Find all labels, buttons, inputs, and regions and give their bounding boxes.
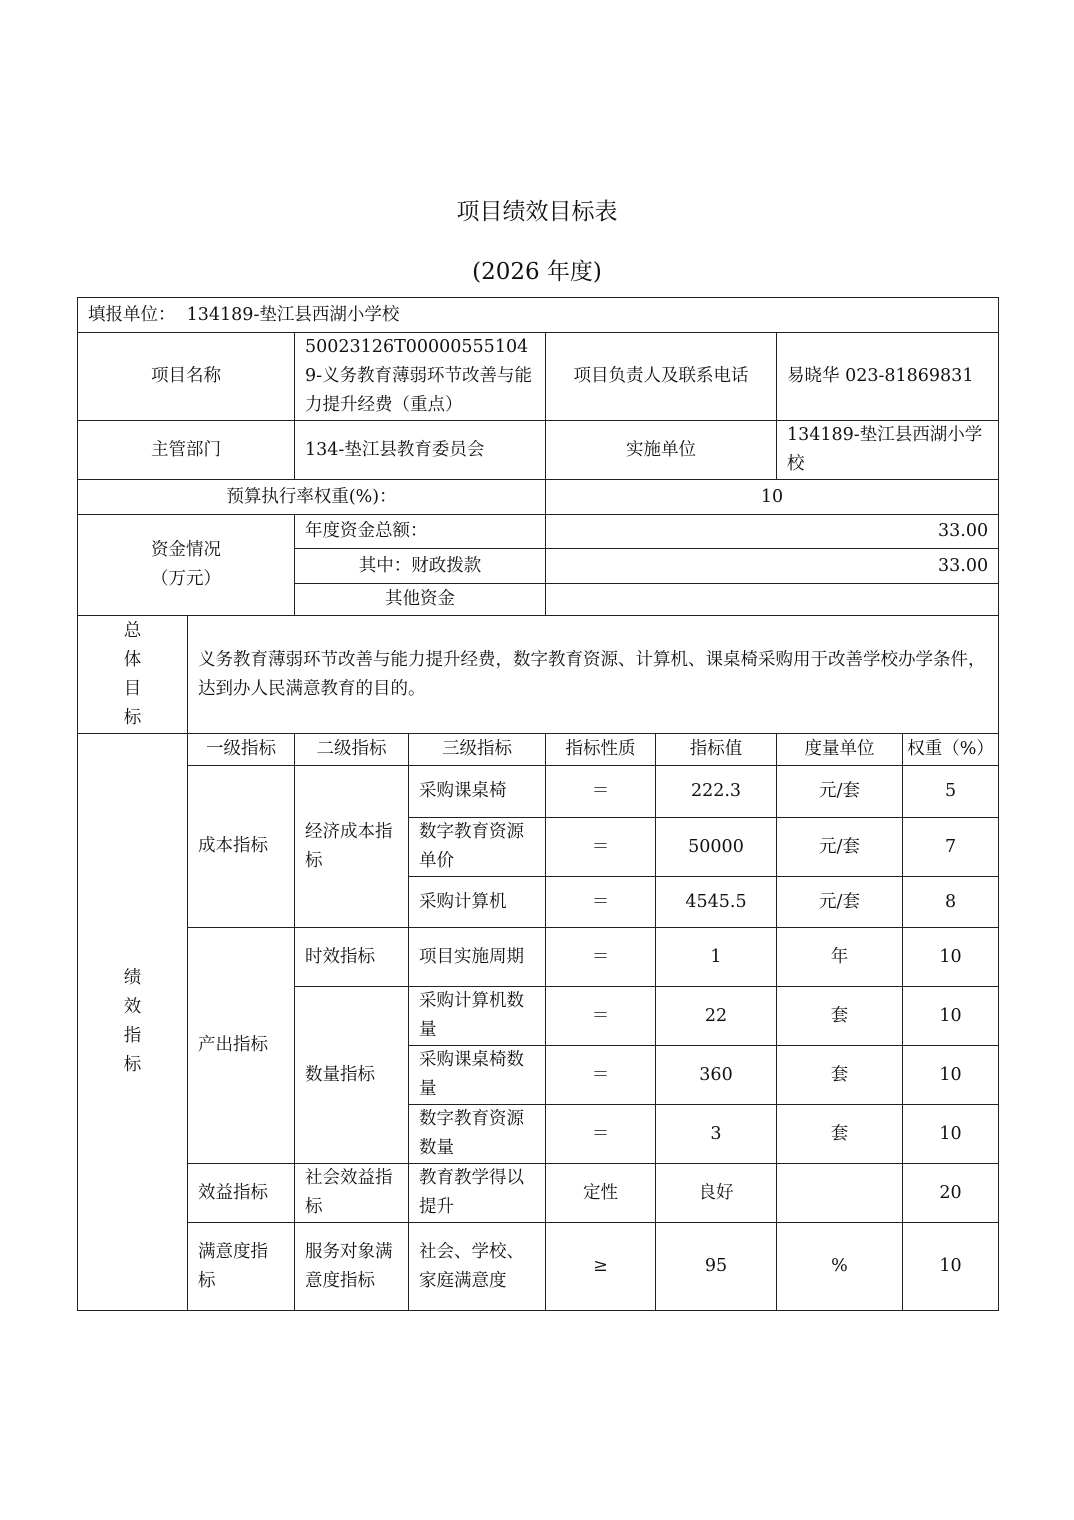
subgroup-service: 服务对象满意度指标 — [295, 1223, 409, 1311]
indicator-value: 222.3 — [656, 766, 777, 818]
table-row — [78, 766, 999, 818]
indicator-weight: 10 — [903, 1223, 999, 1311]
indicator-name: 采购课桌椅 — [409, 766, 546, 818]
indicator-value: 22 — [656, 987, 777, 1046]
indicator-unit: 元/套 — [777, 766, 903, 818]
indicator-name: 采购计算机 — [409, 877, 546, 928]
group-satisfaction: 满意度指标 — [188, 1223, 295, 1311]
indicator-nature: ≥ — [546, 1223, 656, 1311]
indicator-name: 数字教育资源单价 — [409, 818, 546, 877]
indicator-nature: 定性 — [546, 1164, 656, 1223]
table-row — [78, 1164, 999, 1223]
indicator-weight: 5 — [903, 766, 999, 818]
indicator-nature: ＝ — [546, 877, 656, 928]
indicator-value: 360 — [656, 1046, 777, 1105]
indicator-unit: 元/套 — [777, 877, 903, 928]
header-level1: 一级指标 — [188, 734, 295, 766]
perf-label: 绩效指标 — [78, 734, 188, 1311]
document-title: 项目绩效目标表 — [456, 199, 618, 225]
subgroup-social: 社会效益指标 — [295, 1164, 409, 1223]
impl-label: 实施单位 — [546, 421, 777, 480]
project-name-label: 项目名称 — [78, 333, 295, 421]
indicator-nature: ＝ — [546, 1105, 656, 1164]
indicator-weight: 8 — [903, 877, 999, 928]
header-level2: 二级指标 — [295, 734, 409, 766]
indicator-unit: 年 — [777, 928, 903, 987]
header-level3: 三级指标 — [409, 734, 546, 766]
subgroup-quantity: 数量指标 — [295, 987, 409, 1164]
funds-other-label: 其他资金 — [295, 584, 546, 616]
subgroup-economic: 经济成本指标 — [295, 766, 409, 928]
indicator-unit: 元/套 — [777, 818, 903, 877]
indicator-weight: 20 — [903, 1164, 999, 1223]
indicator-weight: 7 — [903, 818, 999, 877]
contact-value: 易晓华 023-81869831 — [777, 333, 999, 421]
header-weight: 权重（%） — [903, 734, 999, 766]
indicator-nature: ＝ — [546, 818, 656, 877]
funds-fiscal-value: 33.00 — [546, 549, 999, 584]
funds-other-value — [546, 584, 999, 616]
indicator-value: 3 — [656, 1105, 777, 1164]
goal-text: 义务教育薄弱环节改善与能力提升经费，数字教育资源、计算机、课桌椅采购用于改善学校办学条件，达到办人民满意教育的目的。 — [188, 616, 999, 734]
project-name-value: 50023126T000005551049-义务教育薄弱环节改善与能力提升经费（重点） — [295, 333, 546, 421]
header-value: 指标值 — [656, 734, 777, 766]
table-row — [78, 928, 999, 987]
indicator-unit: % — [777, 1223, 903, 1311]
indicator-nature: ＝ — [546, 928, 656, 987]
indicator-nature: ＝ — [546, 1046, 656, 1105]
group-output: 产出指标 — [188, 928, 295, 1164]
group-benefit: 效益指标 — [188, 1164, 295, 1223]
contact-label: 项目负责人及联系电话 — [546, 333, 777, 421]
funds-total-label: 年度资金总额： — [295, 515, 546, 549]
funds-total-value: 33.00 — [546, 515, 999, 549]
indicator-name: 采购课桌椅数量 — [409, 1046, 546, 1105]
indicator-weight: 10 — [903, 928, 999, 987]
indicator-weight: 10 — [903, 1046, 999, 1105]
funds-label: 资金情况（万元） — [78, 515, 295, 616]
document-subtitle: (2026 年度) — [472, 259, 602, 285]
indicator-value: 4545.5 — [656, 877, 777, 928]
performance-table — [77, 297, 999, 1311]
reporting-unit: 填报单位： 134189-垫江县西湖小学校 — [78, 298, 999, 333]
indicator-name: 项目实施周期 — [409, 928, 546, 987]
table-row — [78, 1223, 999, 1311]
indicator-name: 社会、学校、家庭满意度 — [409, 1223, 546, 1311]
indicator-weight: 10 — [903, 987, 999, 1046]
budget-rate-value: 10 — [546, 480, 999, 515]
dept-label: 主管部门 — [78, 421, 295, 480]
indicator-unit: 套 — [777, 1046, 903, 1105]
indicator-name: 教育教学得以提升 — [409, 1164, 546, 1223]
subgroup-timeliness: 时效指标 — [295, 928, 409, 987]
header-unit: 度量单位 — [777, 734, 903, 766]
indicator-nature: ＝ — [546, 987, 656, 1046]
header-nature: 指标性质 — [546, 734, 656, 766]
indicator-nature: ＝ — [546, 766, 656, 818]
goal-label: 总体目标 — [78, 616, 188, 734]
funds-fiscal-label: 其中：财政拨款 — [295, 549, 546, 584]
indicator-value: 50000 — [656, 818, 777, 877]
budget-rate-label: 预算执行率权重(%)： — [78, 480, 546, 515]
indicator-weight: 10 — [903, 1105, 999, 1164]
group-cost: 成本指标 — [188, 766, 295, 928]
indicator-unit: 套 — [777, 987, 903, 1046]
dept-value: 134-垫江县教育委员会 — [295, 421, 546, 480]
indicator-value: 1 — [656, 928, 777, 987]
indicator-name: 采购计算机数量 — [409, 987, 546, 1046]
indicator-unit — [777, 1164, 903, 1223]
indicator-name: 数字教育资源数量 — [409, 1105, 546, 1164]
indicator-value: 良好 — [656, 1164, 777, 1223]
impl-value: 134189-垫江县西湖小学校 — [777, 421, 999, 480]
indicator-unit: 套 — [777, 1105, 903, 1164]
indicator-value: 95 — [656, 1223, 777, 1311]
